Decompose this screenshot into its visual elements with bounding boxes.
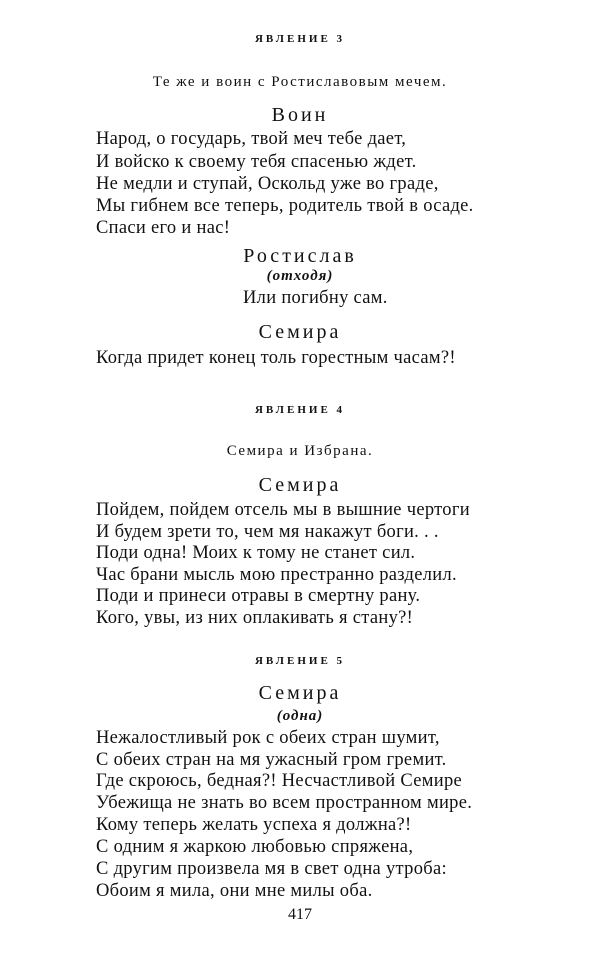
scene-4-stage-direction: Семира и Избрана. [226,443,374,459]
verse-line: Народ, о государь, твой меч тебе дает, [96,129,407,149]
speaker-name: Ростислав [243,245,357,267]
speaker-name: Воин [271,104,329,126]
verse-line: Поди и принеси отравы в смертну рану. [96,586,421,606]
verse-line: И будем зрети то, чем мя накажут боги. . . [96,522,439,542]
verse-line: С одним я жаркою любовью спряжена, [96,837,414,857]
verse-line: Поди одна! Моих к тому не станет сил. [96,543,416,563]
verse-line: Или погибну сам. [243,288,388,308]
speaker-name: Семира [258,474,342,496]
verse-line: И войско к своему тебя спасенью ждет. [96,152,417,172]
scene-5-heading: ЯВЛЕНИЕ 5 [254,655,346,667]
verse-line: Убежища не знать во всем пространном мире. [96,793,473,813]
speaker-direction: (одна) [276,708,324,724]
verse-line: Нежалостливый рок с обеих стран шумит, [96,728,440,748]
speaker-direction: (отходя) [266,268,334,284]
speaker-name: Семира [258,321,342,343]
verse-line: Не медли и ступай, Оскольд уже во граде, [96,174,439,194]
scene-3-stage-direction: Те же и воин с Ростиславовым мечем. [152,74,448,90]
verse-line: С обеих стран на мя ужасный гром гремит. [96,750,447,770]
verse-line: Пойдем, пойдем отсель мы в вышние чертоги [96,500,470,520]
verse-line: Обоим я мила, они мне милы оба. [96,881,373,901]
scene-3-heading: ЯВЛЕНИЕ 3 [254,33,346,45]
verse-line: Где скроюсь, бедная?! Несчастливой Семире [96,771,463,791]
verse-line: Мы гибнем все теперь, родитель твой в осаде. [96,196,474,216]
verse-line: Когда придет конец толь горестным часам?! [96,348,456,368]
verse-line: С другим произвела мя в свет одна утроба: [96,859,447,879]
scene-4-heading: ЯВЛЕНИЕ 4 [254,404,346,416]
verse-line: Кому теперь желать успеха я должна?! [96,815,412,835]
verse-line: Час брани мысль мою престранно разделил. [96,565,457,585]
verse-line: Спаси его и нас! [96,218,231,238]
speaker-name: Семира [258,682,342,704]
page-number: 417 [288,906,312,923]
verse-line: Кого, увы, из них оплакивать я стану?! [96,608,414,628]
